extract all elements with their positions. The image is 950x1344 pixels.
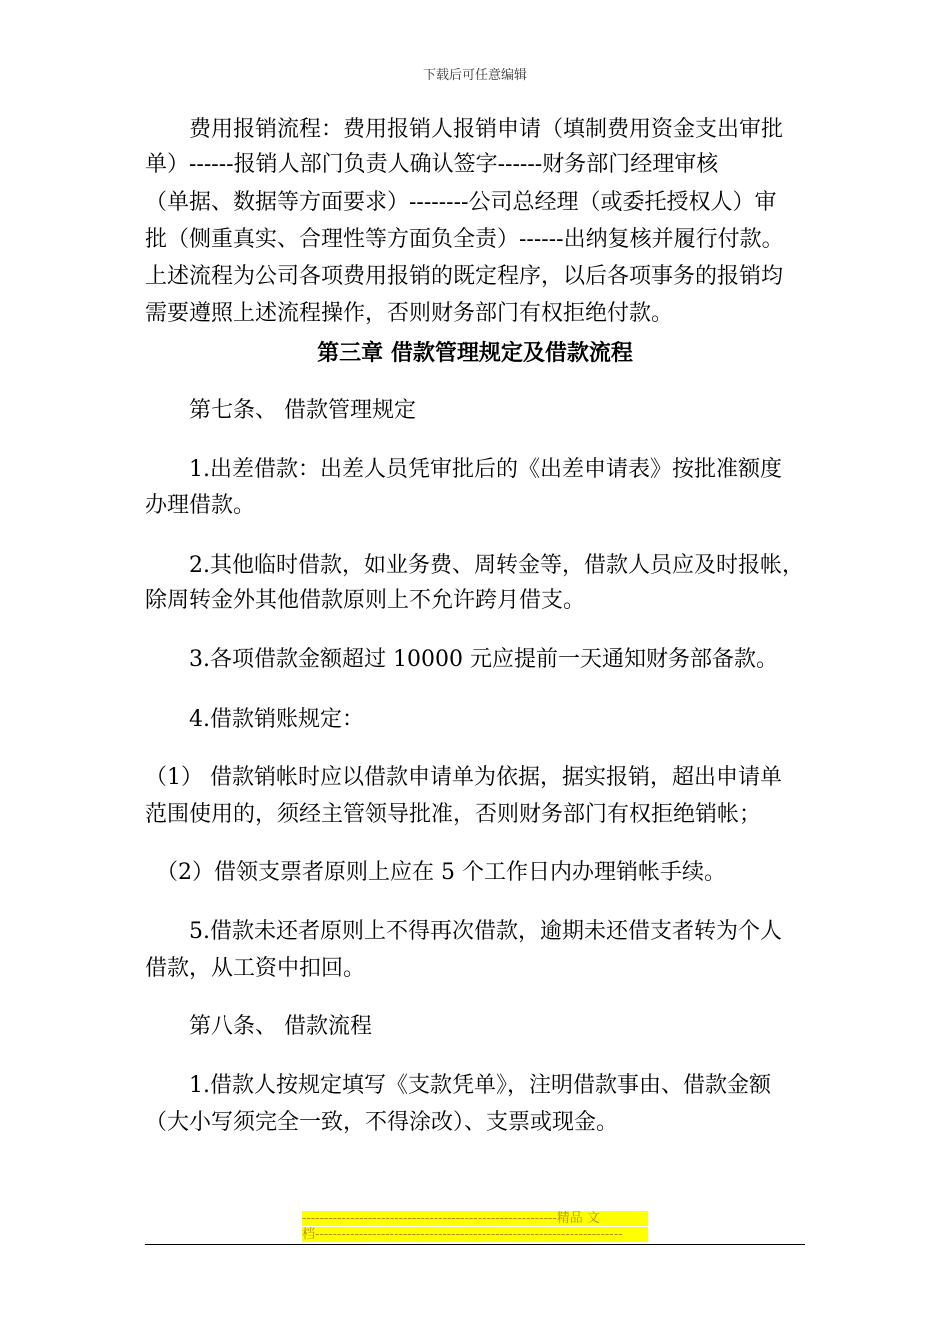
paragraph-line: （1） 借款销帐时应以借款申请单为依据，据实报销，超出申请单: [145, 765, 782, 790]
paragraph-line: （大小写须完全一致，不得涂改）、支票或现金。: [145, 1110, 619, 1135]
footer-divider: [145, 1244, 805, 1245]
chapter-title: 第三章 借款管理规定及借款流程: [317, 341, 633, 366]
page-header: 下载后可任意编辑: [422, 68, 527, 83]
intro-line: 批（侧重真实、合理性等方面负全责）------出纳复核并履行付款。: [145, 227, 784, 252]
paragraph-line: 办理借款。: [145, 493, 256, 518]
paragraph-line: 3.各项借款金额超过 10000 元应提前一天通知财务部备款。: [145, 647, 778, 672]
paragraph-line: （2）借领支票者原则上应在 5 个工作日内办理销帐手续。: [145, 860, 726, 885]
paragraph-line: 借款，从工资中扣回。: [145, 956, 366, 981]
article-heading: 第七条、 借款管理规定: [145, 398, 416, 423]
footer-watermark-line: 档----------------------------------------------------------------------: [302, 1227, 648, 1242]
intro-line: （单据、数据等方面要求）--------公司总经理（或委托授权人）审: [145, 190, 777, 215]
paragraph-line: 范围使用的，须经主管领导批准，否则财务部门有权拒绝销帐；: [145, 802, 762, 827]
intro-line: 费用报销流程：费用报销人报销申请（填制费用资金支出审批: [145, 117, 784, 142]
paragraph-line: 2.其他临时借款，如业务费、周转金等，借款人员应及时报帐，: [145, 553, 804, 578]
paragraph-line: 1.借款人按规定填写《支款凭单》，注明借款事由、借款金额: [145, 1073, 771, 1098]
paragraph-line: 5.借款未还者原则上不得再次借款，逾期未还借支者转为个人: [145, 919, 782, 944]
paragraph-line: 4.借款销账规定：: [145, 707, 364, 732]
article-heading: 第八条、 借款流程: [145, 1014, 372, 1039]
paragraph-line: 除周转金外其他借款原则上不允许跨月借支。: [145, 588, 586, 613]
footer-watermark-line: ----------------------------------------------------------精品 文: [302, 1211, 648, 1226]
intro-line: 需要遵照上述流程操作，否则财务部门有权拒绝付款。: [145, 301, 674, 326]
intro-line: 单）------报销人部门负责人确认签字------财务部门经理审核: [145, 152, 719, 177]
intro-line: 上述流程为公司各项费用报销的既定程序，以后各项事务的报销均: [145, 264, 784, 289]
paragraph-line: 1.出差借款：出差人员凭审批后的《出差申请表》按批准额度: [145, 457, 782, 482]
